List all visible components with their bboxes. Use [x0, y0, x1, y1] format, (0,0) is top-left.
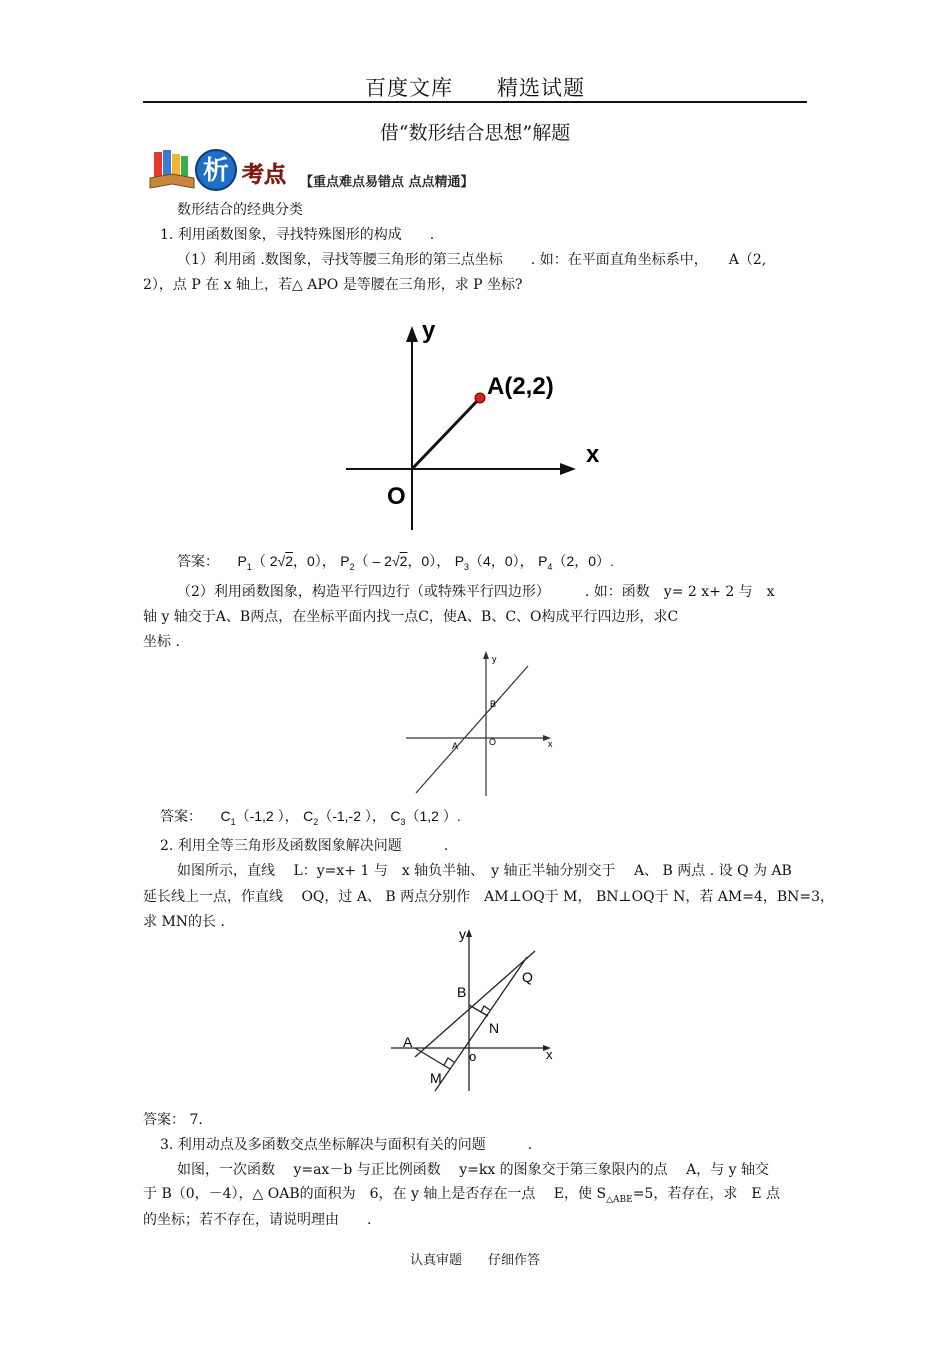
figure-congruent-triangles: [385, 925, 565, 1095]
y-axis-label: y: [492, 654, 497, 664]
answer1-p1: P: [237, 553, 247, 569]
section1-p1-line1: （1）利用函 .数图象，寻找等腰三角形的第三点坐标 . 如：在平面直角坐标系中， A（2,: [177, 252, 767, 268]
figure-parallelogram: [400, 648, 560, 798]
section1-heading: 1. 利用函数图象，寻找特殊图形的构成 .: [160, 227, 435, 243]
section2-line2: 延长线上一点，作直线 OQ，过 A、 B 两点分别作 AM⊥OQ于 M， BN⊥OQ于 N，若 AM=4，BN=3，: [143, 889, 835, 905]
answer2: 答案： $C_1(-1,2$ ）， $C_2(-1,-2$ ）， $C_3(1,2$ ）.: [160, 808, 461, 827]
answer1: 答案： $P_1$（ 2√2，0）， $P_2( - 2√2$，0）， $P_3(4$，0）， $P_4(2$，0）.: [177, 553, 614, 572]
section2-heading: 2. 利用全等三角形及函数图象解决问题 .: [160, 838, 449, 854]
segment-am: [415, 1048, 450, 1069]
section1-p2-line1: （2）利用函数图象，构造平行四边行（或特殊平行四边形） . 如：函数 y= 2 x+ 2 与 x: [177, 584, 775, 600]
page-header-title: 百度文库 精选试题: [365, 76, 585, 100]
point-b-label: B: [457, 984, 467, 1000]
figure-isosceles-triangle: [340, 310, 620, 535]
answer2-c2: C: [303, 808, 314, 824]
section3-line3: 的坐标；若不存在，请说明理由 .: [143, 1212, 372, 1228]
line-oq: [435, 957, 527, 1091]
answer1-p4: P: [538, 553, 548, 569]
point-a-label: A: [452, 741, 459, 751]
header-divider: [143, 101, 807, 103]
x-axis-arrow-icon: [560, 463, 576, 475]
answer2-c3: C: [390, 808, 401, 824]
banner-word: 考点: [242, 162, 287, 187]
origin-label: O: [489, 737, 497, 747]
origin-label: O: [387, 483, 406, 510]
section2-line3: 求 MN的长 .: [143, 914, 225, 930]
y-axis-arrow-icon: [466, 929, 472, 937]
point-n-label: N: [489, 1020, 500, 1036]
answer2-label: 答案：: [160, 809, 202, 825]
section1-p1-line2: 2），点 P 在 x 轴上，若△ APO 是等腰在三角形，求 P 坐标?: [143, 277, 523, 293]
banner-tagline: 【重点难点易错点 点点精通】: [300, 175, 474, 190]
point-q-label: Q: [522, 969, 533, 985]
point-a-label: A: [403, 1034, 413, 1050]
sqrt-symbol-icon: √: [391, 553, 400, 569]
y-axis-arrow-icon: [406, 326, 418, 342]
answer1-label: 答案：: [177, 554, 219, 570]
y-axis-label: y: [459, 926, 466, 942]
banner-big-char: 析: [202, 155, 230, 185]
x-axis-label: x: [586, 441, 600, 468]
intro-text: 数形结合的经典分类: [177, 202, 303, 218]
y-axis-arrow-icon: [483, 651, 489, 659]
answer2-c1: C: [220, 808, 231, 824]
book-icon: [150, 150, 194, 188]
point-m-label: M: [430, 1070, 442, 1086]
document-title: 借“数形结合思想”解题: [379, 122, 571, 144]
section2-answer: 答案： 7.: [143, 1112, 203, 1128]
line-y-2x-plus-2: [416, 666, 528, 793]
section3-heading: 3. 利用动点及多函数交点坐标解决与面积有关的问题 .: [160, 1137, 533, 1153]
point-a: [475, 393, 485, 403]
y-axis-label: y: [422, 317, 436, 344]
section1-p2-line3: 坐标 .: [143, 634, 180, 650]
point-a-label: A(2,2): [487, 373, 554, 400]
right-angle-n-icon: [481, 1006, 490, 1012]
x-axis-label: x: [548, 739, 553, 749]
page-footer: 认真审题 仔细作答: [409, 1253, 540, 1268]
right-angle-m-icon: [444, 1058, 454, 1065]
answer1-p3: P: [454, 553, 465, 569]
section3-line1: 如图，一次函数 y=ax－b 与正比例函数 y=kx 的图象交于第三象限内的点 A，与 y 轴交: [177, 1162, 770, 1178]
section3-line2: 于 B（0，－4），△ OAB的面积为 6，在 y 轴上是否存在一点 E，使 $S_{\triangle ABE}=5$，若存在，求 E 点: [143, 1186, 780, 1205]
point-b-label: B: [490, 699, 497, 709]
section1-p2-line2: 轴 y 轴交于A、B两点，在坐标平面内找一点C，使A、B、C、O构成平行四边形，求C: [143, 609, 679, 625]
answer1-p2: P: [340, 553, 350, 569]
x-axis-label: x: [546, 1047, 553, 1062]
segment-oa: [412, 398, 480, 469]
sqrt-symbol-icon: √: [277, 553, 286, 569]
section2-line1: 如图所示，直线 L：y=x+ 1 与 x 轴负半轴、 y 轴正半轴分别交于 A、 B 两点 . 设 Q 为 AB: [177, 863, 792, 879]
line-l: [415, 951, 535, 1057]
origin-label: o: [469, 1049, 477, 1064]
